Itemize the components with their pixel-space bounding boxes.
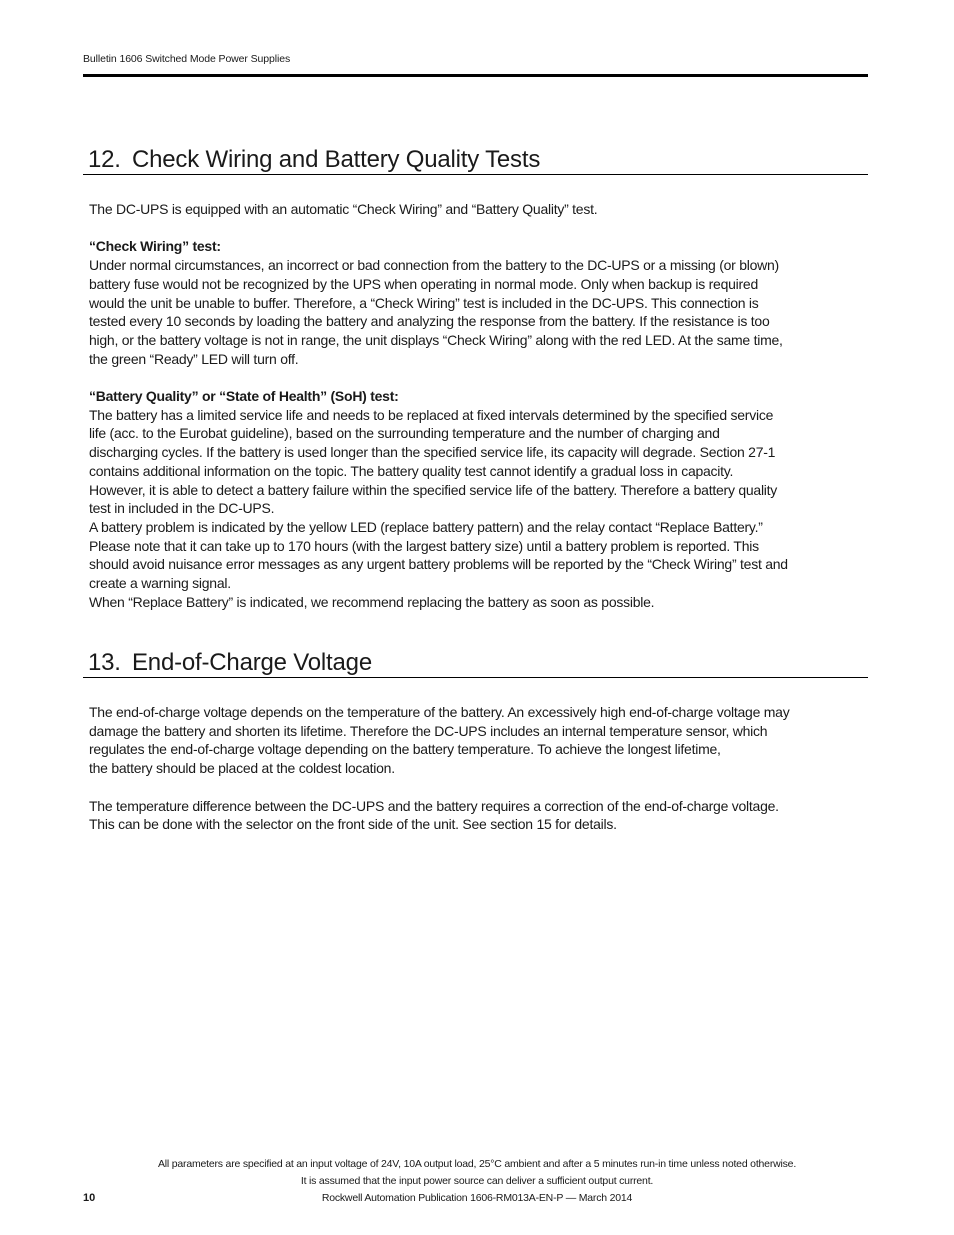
section-12-title: Check Wiring and Battery Quality Tests (132, 146, 541, 173)
footer-publication: Rockwell Automation Publication 1606-RM013A-EN-P — March 2014 (321, 1192, 633, 1204)
battery-quality-line: However, it is able to detect a battery failure within the specified service life of the battery. Therefore a battery quality (89, 481, 778, 498)
section-13-title: End-of-Charge Voltage (132, 649, 372, 676)
section-12-heading (88, 145, 540, 175)
paragraph-line: The temperature difference between the DC-UPS and the battery requires a correction of the end-of-charge voltage. (89, 797, 779, 814)
paragraph-line: regulates the end-of-charge voltage depending on the battery temperature. To achieve the longest lifetime, (89, 741, 721, 758)
section-13-heading (88, 648, 372, 678)
battery-quality-line: should avoid nuisance error messages as any urgent battery problems will be reported by the “Check Wiring” test and (89, 556, 788, 573)
footer-note-line-1: All parameters are specified at an input voltage of 24V, 10A output load, 25°C ambient and after a 5 minutes run-in time unless noted otherwise. (157, 1158, 797, 1170)
battery-quality-line: contains additional information on the topic. The battery quality test cannot identify a gradual loss in capacity. (89, 462, 734, 479)
section-12-body (89, 200, 864, 611)
running-header: Bulletin 1606 Switched Mode Power Supplies (83, 53, 291, 65)
check-wiring-line: tested every 10 seconds by loading the battery and analyzing the response from the battery. If the resistance is too (89, 313, 770, 330)
battery-quality-line: test in included in the DC-UPS. (89, 500, 275, 517)
section-12-intro: The DC-UPS is equipped with an automatic “Check Wiring” and “Battery Quality” test. (89, 201, 598, 217)
check-wiring-line: Under normal circumstances, an incorrect or bad connection from the battery to the DC-UPS or a missing (or blown) (89, 257, 779, 274)
check-wiring-line: would the unit be unable to buffer. Therefore, a “Check Wiring” test is included in the DC-UPS. This connection is (89, 294, 759, 311)
paragraph-line: The end-of-charge voltage depends on the temperature of the battery. An excessively high end-of-charge voltage may (89, 704, 790, 720)
battery-quality-line: When “Replace Battery” is indicated, we recommend replacing the battery as soon as possible. (89, 593, 655, 610)
end-of-charge-paragraph-1 (89, 703, 864, 778)
footer-note-line-2: It is assumed that the input power source can deliver a sufficient output current. (300, 1175, 654, 1187)
section-13-number: 13. (88, 649, 121, 676)
page-number: 10 (83, 1192, 96, 1204)
section-12-number: 12. (88, 146, 121, 173)
header-rule (83, 74, 868, 77)
check-wiring-heading: “Check Wiring” test: (89, 238, 221, 255)
check-wiring-line: high, or the battery voltage is not in range, the unit displays “Check Wiring” along with the red LED. At the same time, (89, 331, 783, 348)
battery-quality-line: life (acc. to the Eurobat guideline), based on the surrounding temperature and the number of charging and (89, 425, 720, 442)
battery-quality-line: create a warning signal. (89, 575, 231, 592)
end-of-charge-paragraph-2 (89, 797, 864, 834)
paragraph-line: damage the battery and shorten its lifetime. Therefore the DC-UPS includes an internal temperature sensor, which (89, 722, 768, 739)
check-wiring-paragraph (89, 256, 864, 368)
battery-quality-line: A battery problem is indicated by the yellow LED (replace battery pattern) and the relay contact “Replace Battery.” (89, 518, 763, 535)
paragraph-line: the battery should be placed at the coldest location. (89, 760, 395, 777)
check-wiring-line: battery fuse would not be recognized by the UPS when operating in normal mode. Only when backup is required (89, 275, 758, 292)
battery-quality-paragraph (89, 406, 864, 612)
section-13-rule (83, 677, 868, 678)
battery-quality-line: discharging cycles. If the battery is used longer than the specified service life, its capacity will degrade. Section 27-1 (89, 444, 776, 461)
battery-quality-line: Please note that it can take up to 170 hours (with the largest battery size) until a battery problem is reported. This (89, 537, 759, 554)
paragraph-line: This can be done with the selector on the front side of the unit. See section 15 for details. (89, 816, 617, 833)
section-12-rule (83, 174, 868, 175)
battery-quality-line: The battery has a limited service life and needs to be replaced at fixed intervals determined by the specified service (89, 406, 774, 423)
battery-quality-heading: “Battery Quality” or “State of Health” (SoH) test: (89, 388, 399, 404)
section-13-body (89, 703, 864, 834)
check-wiring-line: the green “Ready” LED will turn off. (89, 350, 299, 367)
